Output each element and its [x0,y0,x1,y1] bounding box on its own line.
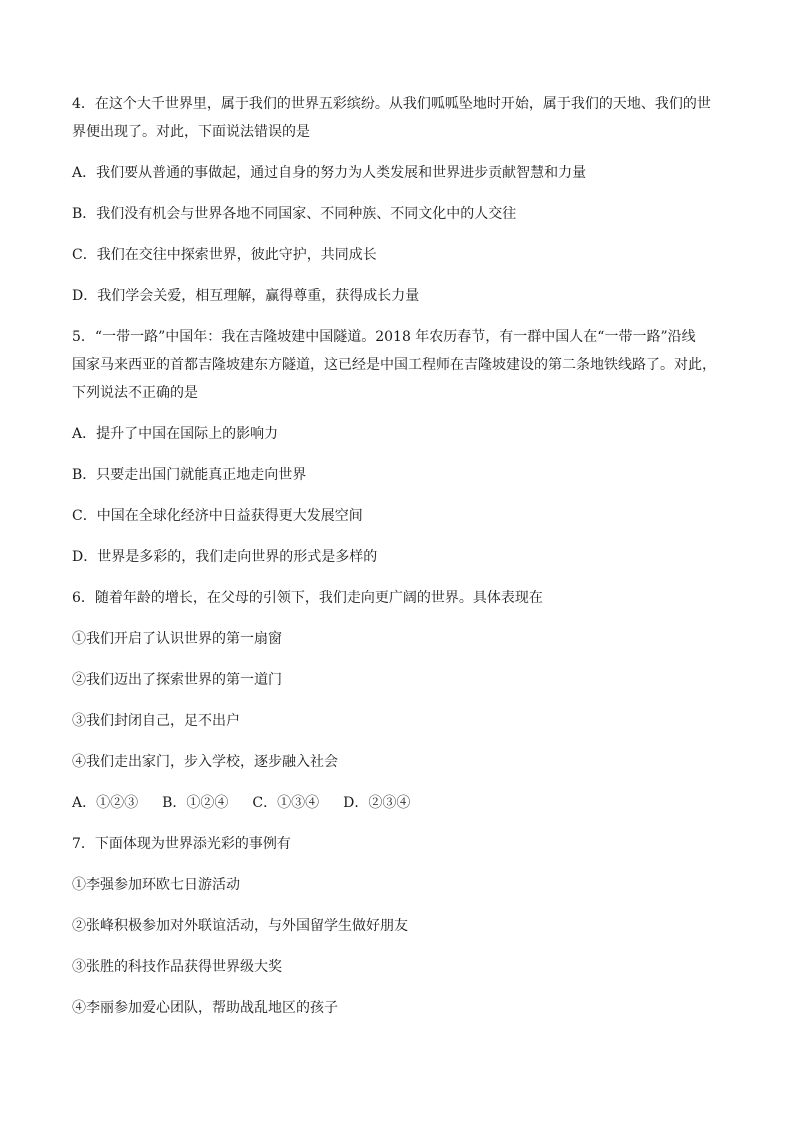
question-6-options [72,789,722,817]
question-6-option-b: B．①②④ [162,795,229,811]
question-7-statement-3: ③张胜的科技作品获得世界级大奖 [72,959,282,975]
question-4-stem-line-1: 4．在这个大千世界里，属于我们的世界五彩缤纷。从我们呱呱坠地时开始，属于我们的天地、我们的世 [72,96,711,112]
question-6-statement-1: ①我们开启了认识世界的第一扇窗 [72,631,282,647]
question-5-stem-line-3: 下列说法不正确的是 [72,385,198,401]
question-6-option-a: A．①②③ [72,795,139,811]
question-4 [72,90,722,310]
question-5-option-b: B．只要走出国门就能真正地走向世界 [72,467,307,483]
question-5-option-a: A．提升了中国在国际上的影响力 [72,426,279,442]
question-4-stem-line-2: 界便出现了。对此，下面说法错误的是 [72,124,310,140]
question-5-option-d: D．世界是多彩的，我们走向世界的形式是多样的 [72,549,378,565]
question-6-option-c: C．①③④ [252,795,320,811]
question-6 [72,584,722,817]
question-4-option-d: D．我们学会关爱，相互理解，赢得尊重，获得成长力量 [72,288,420,304]
question-7-statement-1: ①李强参加环欧七日游活动 [72,877,240,893]
question-7-statement-2: ②张峰积极参加对外联谊活动，与外国留学生做好朋友 [72,918,408,934]
question-7 [72,830,722,1022]
question-6-statement-2: ②我们迈出了探索世界的第一道门 [72,672,282,688]
question-5 [72,323,722,571]
question-6-option-d: D．②③④ [343,795,411,811]
question-4-option-b: B．我们没有机会与世界各地不同国家、不同种族、不同文化中的人交往 [72,206,517,222]
question-7-stem: 7．下面体现为世界添光彩的事例有 [72,836,291,852]
question-4-option-a: A．我们要从普通的事做起，通过自身的努力为人类发展和世界进步贡献智慧和力量 [72,165,587,181]
question-6-statement-4: ④我们走出家门，步入学校，逐步融入社会 [72,754,338,770]
question-6-statement-3: ③我们封闭自己，足不出户 [72,713,240,729]
question-5-stem-line-1: 5．“一带一路”中国年：我在吉隆坡建中国隧道。2018 年农历春节，有一群中国人在“一带一路”沿线 [72,329,696,345]
question-7-statement-4: ④李丽参加爱心团队，帮助战乱地区的孩子 [72,1000,338,1016]
question-5-stem-line-2: 国家马来西亚的首都吉隆坡建东方隧道，这已经是中国工程师在吉隆坡建设的第二条地铁线路了。对此， [72,357,716,373]
question-list [72,90,722,1022]
question-6-stem: 6．随着年龄的增长，在父母的引领下，我们走向更广阔的世界。具体表现在 [72,590,543,606]
question-4-stem [72,90,722,146]
question-4-option-c: C．我们在交往中探索世界，彼此守护，共同成长 [72,247,377,263]
question-5-stem [72,323,722,407]
question-5-option-c: C．中国在全球化经济中日益获得更大发展空间 [72,508,363,524]
